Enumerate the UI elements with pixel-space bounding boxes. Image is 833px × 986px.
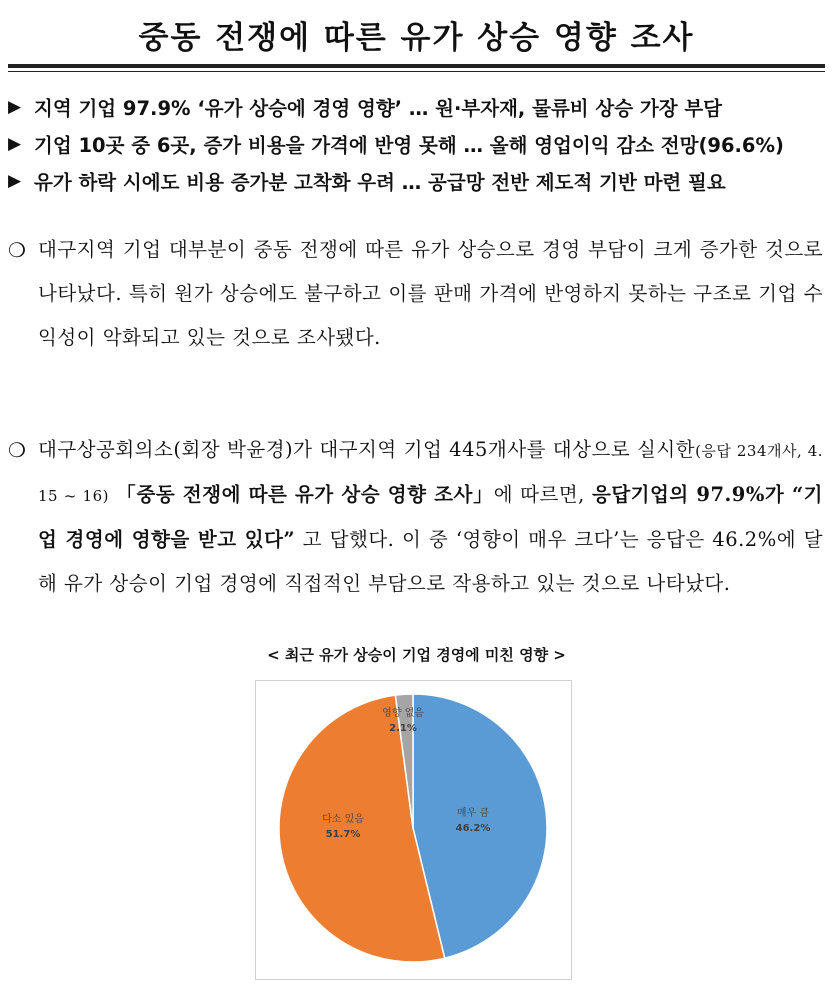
pie-slice-label: 매우 큼 [456, 808, 490, 819]
pie-chart [256, 681, 571, 979]
pie-slice-label: 영향 없음 [382, 708, 424, 719]
pie-slice-value: 51.7% [325, 829, 361, 840]
summary-bullet [8, 88, 828, 125]
title-rule-thick [8, 64, 825, 68]
title-rule-thin [8, 71, 825, 72]
summary-bullet-text: 지역 기업 97.9% ‘유가 상승에 경영 영향’ … 원·부자재, 물류비 상승 가장 부담 [34, 96, 723, 120]
summary-bullet [8, 162, 828, 199]
circle-bullet-icon: ❍ [8, 238, 26, 262]
triangle-bullet-icon: ▶ [8, 170, 22, 191]
page-title: 중동 전쟁에 따른 유가 상승 영향 조사 [138, 20, 695, 56]
pie-slice-value: 2.1% [389, 723, 417, 734]
summary-bullets [8, 88, 828, 199]
chart-title: < 최근 유가 상승이 기업 경영에 미친 영향 > [267, 646, 566, 664]
paragraph-1 [8, 228, 823, 360]
survey-title-emphasis: 「중동 전쟁에 따른 유가 상승 영향 조사」 [116, 483, 494, 506]
triangle-bullet-icon: ▶ [8, 96, 22, 117]
paragraph-2-part: 고 답했다. 이 중 ‘영향이 매우 크다’는 응답은 46.2%에 달해 유가 상승이 기업 경영에 직접적인 부담으로 작용하고 있는 것으로 나타났다. [38, 528, 823, 595]
summary-bullet-text: 기업 10곳 중 6곳, 증가 비용을 가격에 반영 못해 … 올해 영업이익 감소 전망(96.6%) [34, 133, 784, 157]
summary-bullet [8, 125, 828, 162]
pie-chart-frame [255, 680, 572, 980]
key-finding-emphasis: 응답기업의 97.9%가 “기업 경영에 영향을 받고 있다” [38, 483, 823, 551]
paragraph-2-survey-note: (응답 234개사, 4. 15 ~ 16) [38, 442, 824, 505]
paragraph-1-text: 대구지역 기업 대부분이 중동 전쟁에 따른 유가 상승으로 경영 부담이 크게 증가한 것으로 나타났다. 특히 원가 상승에도 불구하고 이를 판매 가격에 반영하지 못하는 구조로 기업 수익성이 악화되고 있는 것으로 조사됐다. [38, 238, 823, 349]
circle-bullet-icon: ❍ [8, 438, 26, 462]
pie-slice-value: 46.2% [455, 823, 491, 834]
summary-bullet-text: 유가 하락 시에도 비용 증가분 고착화 우려 … 공급망 전반 제도적 기반 마련 필요 [34, 170, 726, 194]
pie-slice-label: 다소 있음 [322, 814, 364, 825]
paragraph-2-part: 대구상공회의소(회장 박윤경)가 대구지역 기업 445개사를 대상으로 실시한 [38, 438, 696, 461]
paragraph-2 [8, 428, 823, 606]
triangle-bullet-icon: ▶ [8, 133, 22, 154]
paragraph-2-text [38, 428, 823, 606]
paragraph-2-part: 에 따르면, [493, 483, 585, 506]
